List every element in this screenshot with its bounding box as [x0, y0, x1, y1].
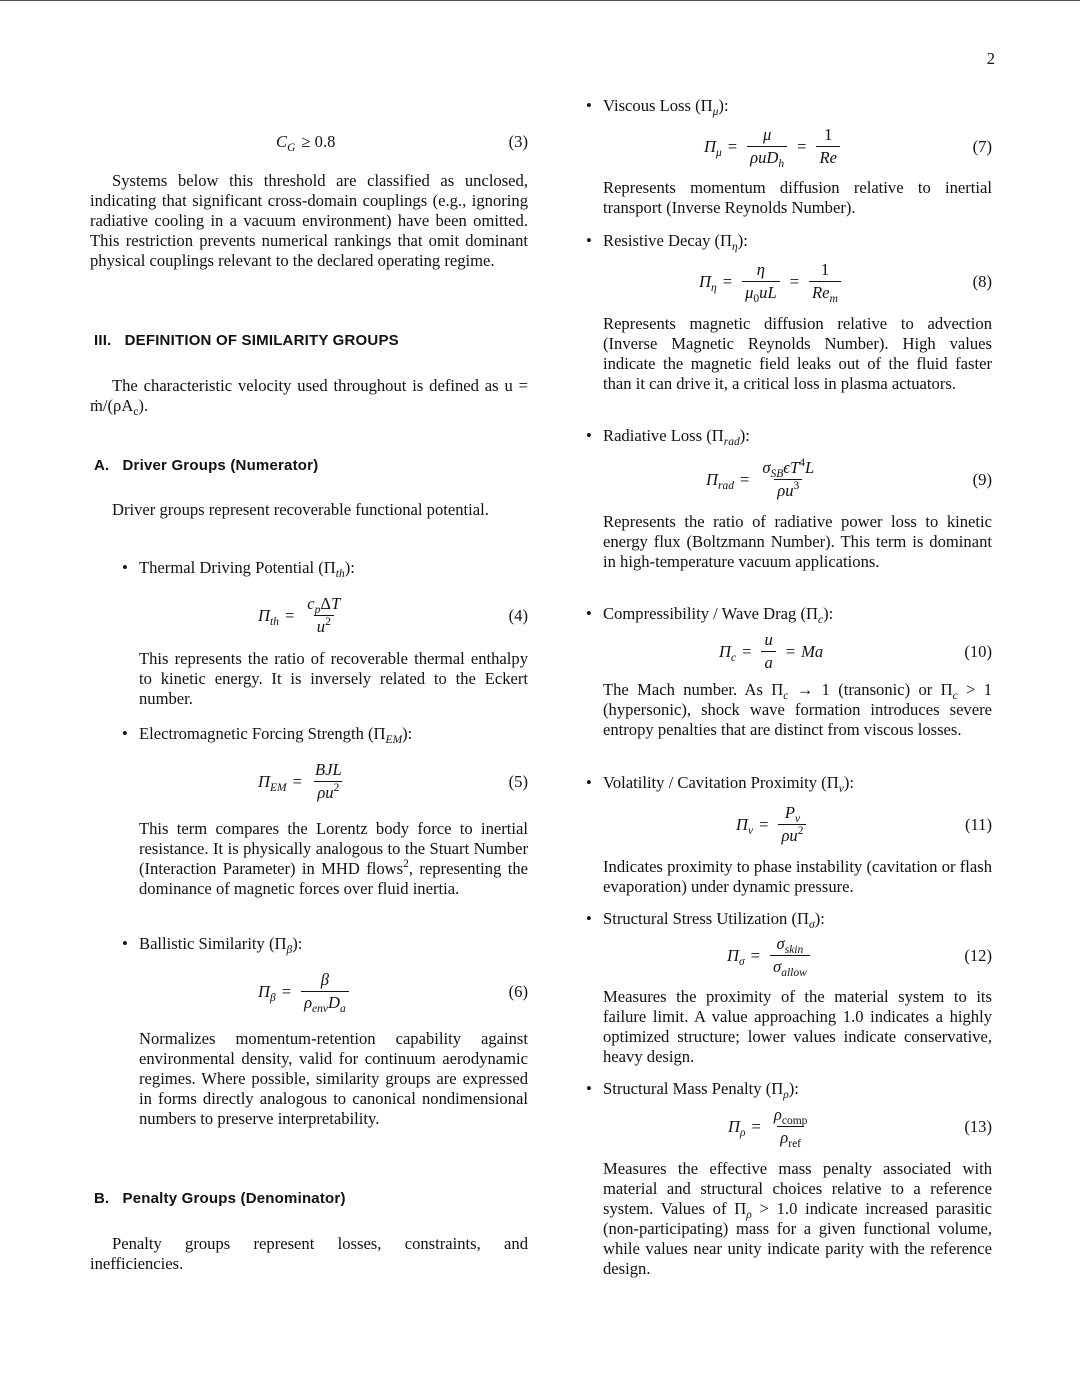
equation-number: (4)	[508, 606, 528, 625]
bullet-icon: •	[586, 426, 592, 445]
bullet-item-compressibility	[586, 604, 992, 624]
equation-9: $\Pi_{rad}$ = $\frac{\sigma_{SB}\epsilon T^4L}{\rho u^3}$	[706, 457, 815, 500]
paragraph-driver: Driver groups represent recoverable functional potential.	[112, 500, 489, 519]
item-description: Represents magnetic diffusion relative to advection (Inverse Magnetic Reynolds Number). High values indicate the magnetic field leaks out of the fluid faster than it can drive it, a critical loss in plasma actuators.	[603, 314, 992, 393]
page-number: 2	[986, 49, 995, 68]
equation-number: (11)	[964, 815, 992, 834]
bullet-icon: •	[122, 934, 128, 953]
bullet-icon: •	[122, 724, 128, 743]
item-title: Structural Stress Utilization $(\Pi_\sigma)$:	[603, 909, 825, 931]
equation-number: (6)	[508, 982, 528, 1001]
equation-11: $\Pi_v$ = $\frac{P_v}{\rho u^2}$	[736, 803, 810, 846]
item-description: Measures the proximity of the material system to its failure limit. A value approaching 1.0 indicates a highly optimized structure; lower values indicate conservative, heavy design.	[603, 987, 992, 1066]
bullet-item-stress	[586, 909, 992, 929]
item-description: Measures the effective mass penalty associated with material and structural choices relative to a reference system. Values of $\Pi_\rho > 1.0$ indicate increased parasitic (non-participating) mass for a given functional volume, while values near unity indicate parity with the reference design.	[603, 1159, 993, 1278]
bullet-icon: •	[586, 1079, 592, 1098]
equation-8: $\Pi_\eta$ = $\frac{\eta}{\mu_0uL}$ = $\frac{1}{Re_m}$	[699, 260, 845, 303]
subsection-heading-b: B. Penalty Groups (Denominator)	[94, 1190, 346, 1207]
equation-number: (12)	[964, 946, 992, 965]
bullet-item-resistive	[586, 231, 992, 251]
bullet-item-thermal	[122, 558, 528, 578]
item-title: Volatility / Cavitation Proximity $(\Pi_v)$:	[603, 773, 854, 795]
item-description: Represents the ratio of radiative power loss to kinetic energy flux (Boltzmann Number). This term is dominant in high-temperature vacuum applications.	[603, 512, 992, 571]
equation-5: $\Pi_{EM}$ = $\frac{\text{BJL}}{\rho u^2}$	[258, 760, 342, 802]
bullet-item-electromagnetic	[122, 724, 528, 744]
equation-number: (5)	[508, 772, 528, 791]
equation-4: $\Pi_{th}$ = $\frac{c_p\Delta T}{u^2}$	[258, 594, 341, 636]
equation-number: (7)	[972, 137, 992, 156]
top-border-line	[0, 0, 1080, 1]
bullet-item-radiative	[586, 426, 992, 446]
item-title: Structural Mass Penalty $(\Pi_\rho)$:	[603, 1079, 799, 1101]
item-title: Ballistic Similarity $(\Pi_\beta)$:	[139, 934, 303, 956]
item-title: Viscous Loss $(\Pi_\mu)$:	[603, 96, 729, 118]
bullet-icon: •	[586, 909, 592, 928]
bullet-item-viscous	[586, 96, 992, 116]
item-title: Electromagnetic Forcing Strength $(\Pi_{EM})$:	[139, 724, 413, 746]
item-title: Resistive Decay $(\Pi_\eta)$:	[603, 231, 748, 253]
bullet-icon: •	[586, 773, 592, 792]
equation-12: $\Pi_\sigma$ = $\frac{\sigma_{skin}}{\sigma_{allow}}$	[727, 934, 814, 977]
item-description: Represents momentum diffusion relative to inertial transport (Inverse Reynolds Number).	[603, 178, 992, 217]
item-description: The Mach number. As $\Pi_c \to 1$ (transonic) or $\Pi_c > 1$ (hypersonic), shock wave formation introduces severe entropy penalties that are distinct from viscous losses.	[603, 680, 992, 739]
bullet-icon: •	[586, 96, 592, 115]
bullet-item-ballistic	[122, 934, 528, 954]
paragraph-threshold: Systems below this threshold are classified as unclosed, indicating that significant cross-domain couplings (e.g., ignoring radiative cooling in a vacuum environment) have been omitted. This restriction prevents numerical rankings that omit dominant physical couplings relevant to the declared operating regime.	[90, 171, 528, 270]
bullet-item-mass	[586, 1079, 992, 1099]
section-heading-3: III. DEFINITION OF SIMILARITY GROUPS	[94, 332, 399, 349]
equation-6: $\Pi_\beta$ = $\frac{\beta}{\rho_{env}D_a}$	[258, 970, 353, 1013]
paragraph-penalty: Penalty groups represent losses, constraints, and inefficiencies.	[90, 1234, 528, 1273]
equation-3: $C_G$ ≥ 0.8	[276, 132, 336, 154]
item-description: Normalizes momentum-retention capability against environmental density, valid for continuum aerodynamic regimes. Where possible, similarity groups are expressed in forms directly analogous to canonical nondimensional numbers to preserve interpretability.	[139, 1029, 528, 1128]
item-description: This represents the ratio of recoverable thermal enthalpy to kinetic energy. It is inversely related to the Eckert number.	[139, 649, 528, 708]
equation-13: $\Pi_\rho$ = $\frac{\rho_{comp}}{\rho_{ref}}$	[728, 1105, 808, 1150]
bullet-icon: •	[122, 558, 128, 577]
paragraph-velocity: The characteristic velocity used throughout is defined as $u = ṁ/(\rho A_c)$.	[90, 376, 528, 418]
item-title: Radiative Loss $(\Pi_{rad})$:	[603, 426, 750, 448]
equation-number: (10)	[964, 642, 992, 661]
equation-number: (13)	[964, 1117, 992, 1136]
equation-10: $\Pi_c$ = $\frac{u}{a}$ = Ma	[719, 630, 824, 672]
item-description: This term compares the Lorentz body force to inertial resistance. It is physically analogous to the Stuart Number (Interaction Parameter) in MHD flows$^2$, representing the dominance of magnetic forces over fluid inertia.	[139, 819, 529, 898]
bullet-icon: •	[586, 604, 592, 623]
bullet-icon: •	[586, 231, 592, 250]
subsection-heading-a: A. Driver Groups (Numerator)	[94, 457, 319, 474]
equation-number: (8)	[972, 272, 992, 291]
item-title: Compressibility / Wave Drag $(\Pi_c)$:	[603, 604, 834, 626]
bullet-item-volatility	[586, 773, 992, 793]
equation-7: $\Pi_\mu$ = $\frac{\mu}{\rho uD_h}$ = $\frac{1}{Re}$	[704, 125, 844, 168]
item-description: Indicates proximity to phase instability (cavitation or flash evaporation) under dynamic pressure.	[603, 857, 992, 896]
equation-number: (9)	[972, 470, 992, 489]
equation-number: (3)	[508, 132, 528, 151]
item-title: Thermal Driving Potential $(\Pi_{th})$:	[139, 558, 355, 580]
